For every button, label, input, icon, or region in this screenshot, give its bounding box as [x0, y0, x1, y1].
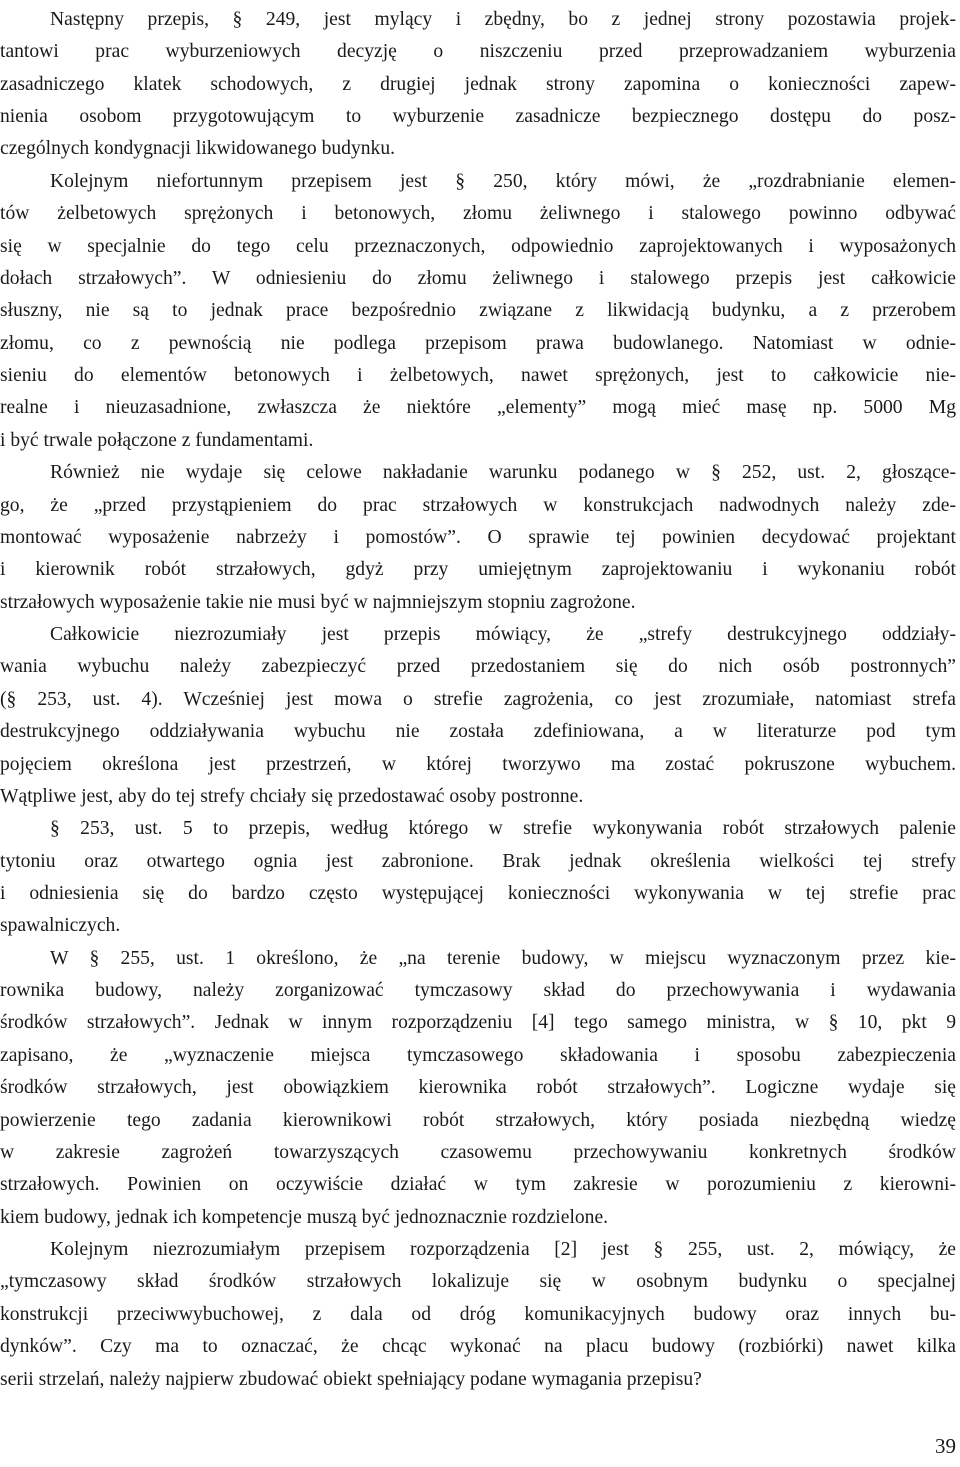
text-line: Kolejnym niefortunnym przepisem jest § 250, który mówi, że „rozdrabnianie elemen-	[50, 170, 956, 192]
text-line: „tymczasowy skład środków strzałowych lokalizuje się w osobnym budynku o specjalnej	[0, 1271, 956, 1293]
text-line: środków strzałowych”. Jednak w innym rozporządzeniu [4] tego samego ministra, w § 10, pkt 9	[0, 1012, 956, 1034]
text-line: strzałowych wyposażenie takie nie musi być w najmniejszym stopniu zagrożone.	[0, 591, 636, 613]
text-line: tantowi prac wyburzeniowych decyzję o niszczeniu przed przeprowadzaniem wyburzenia	[0, 41, 956, 63]
text-line: W § 255, ust. 1 określono, że „na terenie budowy, w miejscu wyznaczonym przez kie-	[50, 947, 956, 969]
text-line: strzałowych. Powinien on oczywiście działać w tym zakresie w porozumieniu z kierowni-	[0, 1174, 956, 1196]
text-line: środków strzałowych, jest obowiązkiem kierownika robót strzałowych”. Logiczne wydaje się	[0, 1077, 956, 1099]
text-line: w zakresie zagrożeń towarzyszących czasowemu przechowywaniu konkretnych środków	[0, 1141, 956, 1163]
text-line: Całkowicie niezrozumiały jest przepis mówiący, że „strefy destrukcyjnego oddziały-	[50, 624, 956, 646]
text-line: kiem budowy, jednak ich kompetencje muszą być jednoznacznie rozdzielone.	[0, 1206, 609, 1228]
text-line: wania wybuchu należy zabezpieczyć przed przedostaniem się do nich osób postronnych”	[0, 656, 956, 678]
text-line: go, że „przed przystąpieniem do prac strzałowych w konstrukcjach nadwodnych należy zde-	[0, 494, 956, 516]
text-line: zapisano, że „wyznaczenie miejsca tymczasowego składowania i sposobu zabezpieczenia	[0, 1044, 956, 1066]
text-line: i kierownik robót strzałowych, gdyż przy umiejętnym zaprojektowaniu i wykonaniu robót	[0, 559, 956, 581]
text-line: czególnych kondygnacji likwidowanego budynku.	[0, 138, 396, 160]
text-line: zasadniczego klatek schodowych, z drugiej jednak strony zapomina o konieczności zapew-	[0, 73, 956, 95]
text-line: spawalniczych.	[0, 915, 121, 937]
text-line: nienia osobom przygotowującym to wyburzenie zasadnicze bezpiecznego dostępu do posz-	[0, 106, 956, 128]
text-line: i być trwale połączone z fundamentami.	[0, 429, 314, 451]
text-line: montować wyposażenie nabrzeży i pomostów”. O sprawie tej powinien decydować projektant	[0, 526, 956, 548]
text-line: rownika budowy, należy zorganizować tymczasowy skład do przechowywania i wydawania	[0, 980, 956, 1002]
text-line: (§ 253, ust. 4). Wcześniej jest mowa o strefie zagrożenia, co jest zrozumiałe, natomiast strefa	[0, 688, 956, 710]
text-line: dynków”. Czy ma to oznaczać, że chcąc wykonać na placu budowy (rozbiórki) nawet kilka	[0, 1336, 956, 1358]
page-number: 39	[935, 1434, 956, 1458]
text-line: sieniu do elementów betonowych i żelbetowych, nawet sprężonych, jest to całkowicie nie-	[0, 365, 956, 387]
text-line: § 253, ust. 5 to przepis, według którego w strefie wykonywania robót strzałowych palenie	[50, 818, 956, 840]
text-line: złomu, co z pewnością nie podlega przepisom prawa budowlanego. Natomiast w odnie-	[0, 332, 956, 354]
text-line: Następny przepis, § 249, jest mylący i zbędny, bo z jednej strony pozostawia projek-	[50, 9, 956, 30]
text-line: realne i nieuzasadnione, zwłaszcza że niektóre „elementy” mogą mieć masę np. 5000 Mg	[0, 397, 956, 419]
text-line: konstrukcji przeciwwybuchowej, z dala od dróg komunikacyjnych budowy oraz innych bu-	[0, 1303, 956, 1325]
text-line: pojęciem określona jest przestrzeń, w której tworzywo ma zostać pokruszone wybuchem.	[0, 753, 956, 775]
text-line: Wątpliwe jest, aby do tej strefy chciały się przedostawać osoby postronne.	[0, 785, 584, 807]
text-line: tów żelbetowych sprężonych i betonowych, złomu żeliwnego i stalowego powinno odbywać	[0, 203, 956, 225]
text-line: Również nie wydaje się celowe nakładanie warunku podanego w § 252, ust. 2, głoszące-	[50, 462, 956, 484]
text-line: tytoniu oraz otwartego ognia jest zabronione. Brak jednak określenia wielkości tej strefy	[0, 850, 956, 872]
text-line: destrukcyjnego oddziaływania wybuchu nie została zdefiniowana, a w literaturze pod tym	[0, 721, 956, 743]
text-line: i odniesienia się do bardzo często występującej konieczności wykonywania w tej strefie prac	[0, 882, 956, 904]
text-line: słuszny, nie są to jednak prace bezpośrednio związane z likwidacją budynku, a z przerobem	[0, 300, 956, 322]
text-line: powierzenie tego zadania kierownikowi robót strzałowych, który posiada niezbędną wiedzę	[0, 1109, 956, 1131]
text-line: serii strzelań, należy najpierw zbudować obiekt spełniający podane wymagania przepisu?	[0, 1368, 702, 1390]
text-line: dołach strzałowych”. W odniesieniu do złomu żeliwnego i stalowego przepis jest całkowicie	[0, 267, 956, 289]
text-line: się w specjalnie do tego celu przeznaczonych, odpowiednio zaprojektowanych i wyposażonych	[0, 235, 956, 257]
text-line: Kolejnym niezrozumiałym przepisem rozporządzenia [2] jest § 255, ust. 2, mówiący, że	[50, 1239, 956, 1261]
